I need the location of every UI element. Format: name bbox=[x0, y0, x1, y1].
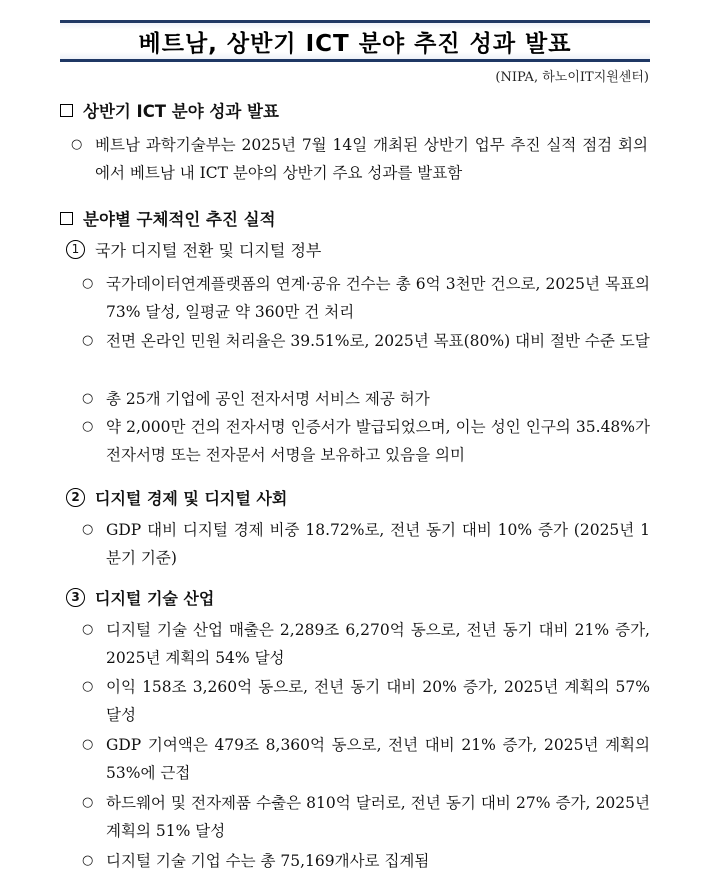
circled-number-icon: 3 bbox=[66, 588, 85, 607]
page-title: 베트남, 상반기 ICT 분야 추진 성과 발표 bbox=[138, 30, 572, 57]
list-item: ○ 디지털 기술 기업 수는 총 75,169개사로 집계됨 bbox=[106, 847, 650, 875]
circle-bullet-icon: ○ bbox=[82, 276, 94, 291]
subsection-title: 국가 디지털 전환 및 디지털 정부 bbox=[95, 241, 322, 260]
list-item: ○ 베트남 과학기술부는 2025년 7월 14일 개최된 상반기 업무 추진 실적 점검 회의에서 베트남 내 ICT 분야의 상반기 주요 성과를 발표함 bbox=[95, 131, 648, 187]
section-heading-text: 분야별 구체적인 추진 실적 bbox=[83, 210, 276, 229]
subsection-title: 디지털 기술 산업 bbox=[95, 589, 215, 608]
source-note: (NIPA, 하노이IT지원센터) bbox=[495, 70, 649, 85]
section-heading bbox=[60, 98, 279, 122]
list-item: ○ 이익 158조 3,260억 동으로, 전년 동기 대비 20% 증가, 2025년 계획의 57% 달성 bbox=[106, 673, 650, 729]
circle-bullet-icon: ○ bbox=[82, 737, 94, 752]
subsection-heading bbox=[66, 238, 321, 261]
circle-bullet-icon: ○ bbox=[82, 795, 94, 810]
list-item: ○ 총 25개 기업에 공인 전자서명 서비스 제공 허가 bbox=[106, 385, 650, 413]
title-banner bbox=[60, 20, 650, 62]
circle-bullet-icon: ○ bbox=[82, 419, 94, 434]
section-heading bbox=[60, 206, 276, 230]
circle-bullet-icon: ○ bbox=[82, 679, 94, 694]
subsection-heading bbox=[66, 586, 214, 609]
circle-bullet-icon: ○ bbox=[82, 522, 94, 537]
list-item: ○ 전면 온라인 민원 처리율은 39.51%로, 2025년 목표(80%) 대비 절반 수준 도달 bbox=[106, 327, 650, 355]
list-item: ○ GDP 기여액은 479조 8,360억 동으로, 전년 대비 21% 증가, 2025년 계획의 53%에 근접 bbox=[106, 731, 650, 787]
subsection-heading bbox=[66, 486, 287, 509]
list-item: ○ 하드웨어 및 전자제품 수출은 810억 달러로, 전년 동기 대비 27% 증가, 2025년 계획의 51% 달성 bbox=[106, 789, 650, 845]
circled-number-icon: 1 bbox=[66, 240, 85, 259]
circle-bullet-icon: ○ bbox=[71, 137, 83, 152]
square-bullet-icon bbox=[60, 104, 73, 117]
circle-bullet-icon: ○ bbox=[82, 333, 94, 348]
list-item: ○ 디지털 기술 산업 매출은 2,289조 6,270억 동으로, 전년 동기 대비 21% 증가, 2025년 계획의 54% 달성 bbox=[106, 616, 650, 672]
subsection-title: 디지털 경제 및 디지털 사회 bbox=[95, 489, 288, 508]
list-item: ○ 국가데이터연계플랫폼의 연계·공유 건수는 총 6억 3천만 건으로, 2025년 목표의 73% 달성, 일평균 약 360만 건 처리 bbox=[106, 270, 650, 326]
circle-bullet-icon: ○ bbox=[82, 853, 94, 868]
list-item: ○ 약 2,000만 건의 전자서명 인증서가 발급되었으며, 이는 성인 인구의 35.48%가 전자서명 또는 전자문서 서명을 보유하고 있음을 의미 bbox=[106, 413, 650, 469]
list-item: ○ GDP 대비 디지털 경제 비중 18.72%로, 전년 동기 대비 10% 증가 (2025년 1분기 기준) bbox=[106, 516, 650, 572]
circle-bullet-icon: ○ bbox=[82, 391, 94, 406]
circle-bullet-icon: ○ bbox=[82, 622, 94, 637]
circled-number-icon: 2 bbox=[66, 488, 85, 507]
section-heading-text: 상반기 ICT 분야 성과 발표 bbox=[83, 102, 279, 121]
square-bullet-icon bbox=[60, 212, 73, 225]
